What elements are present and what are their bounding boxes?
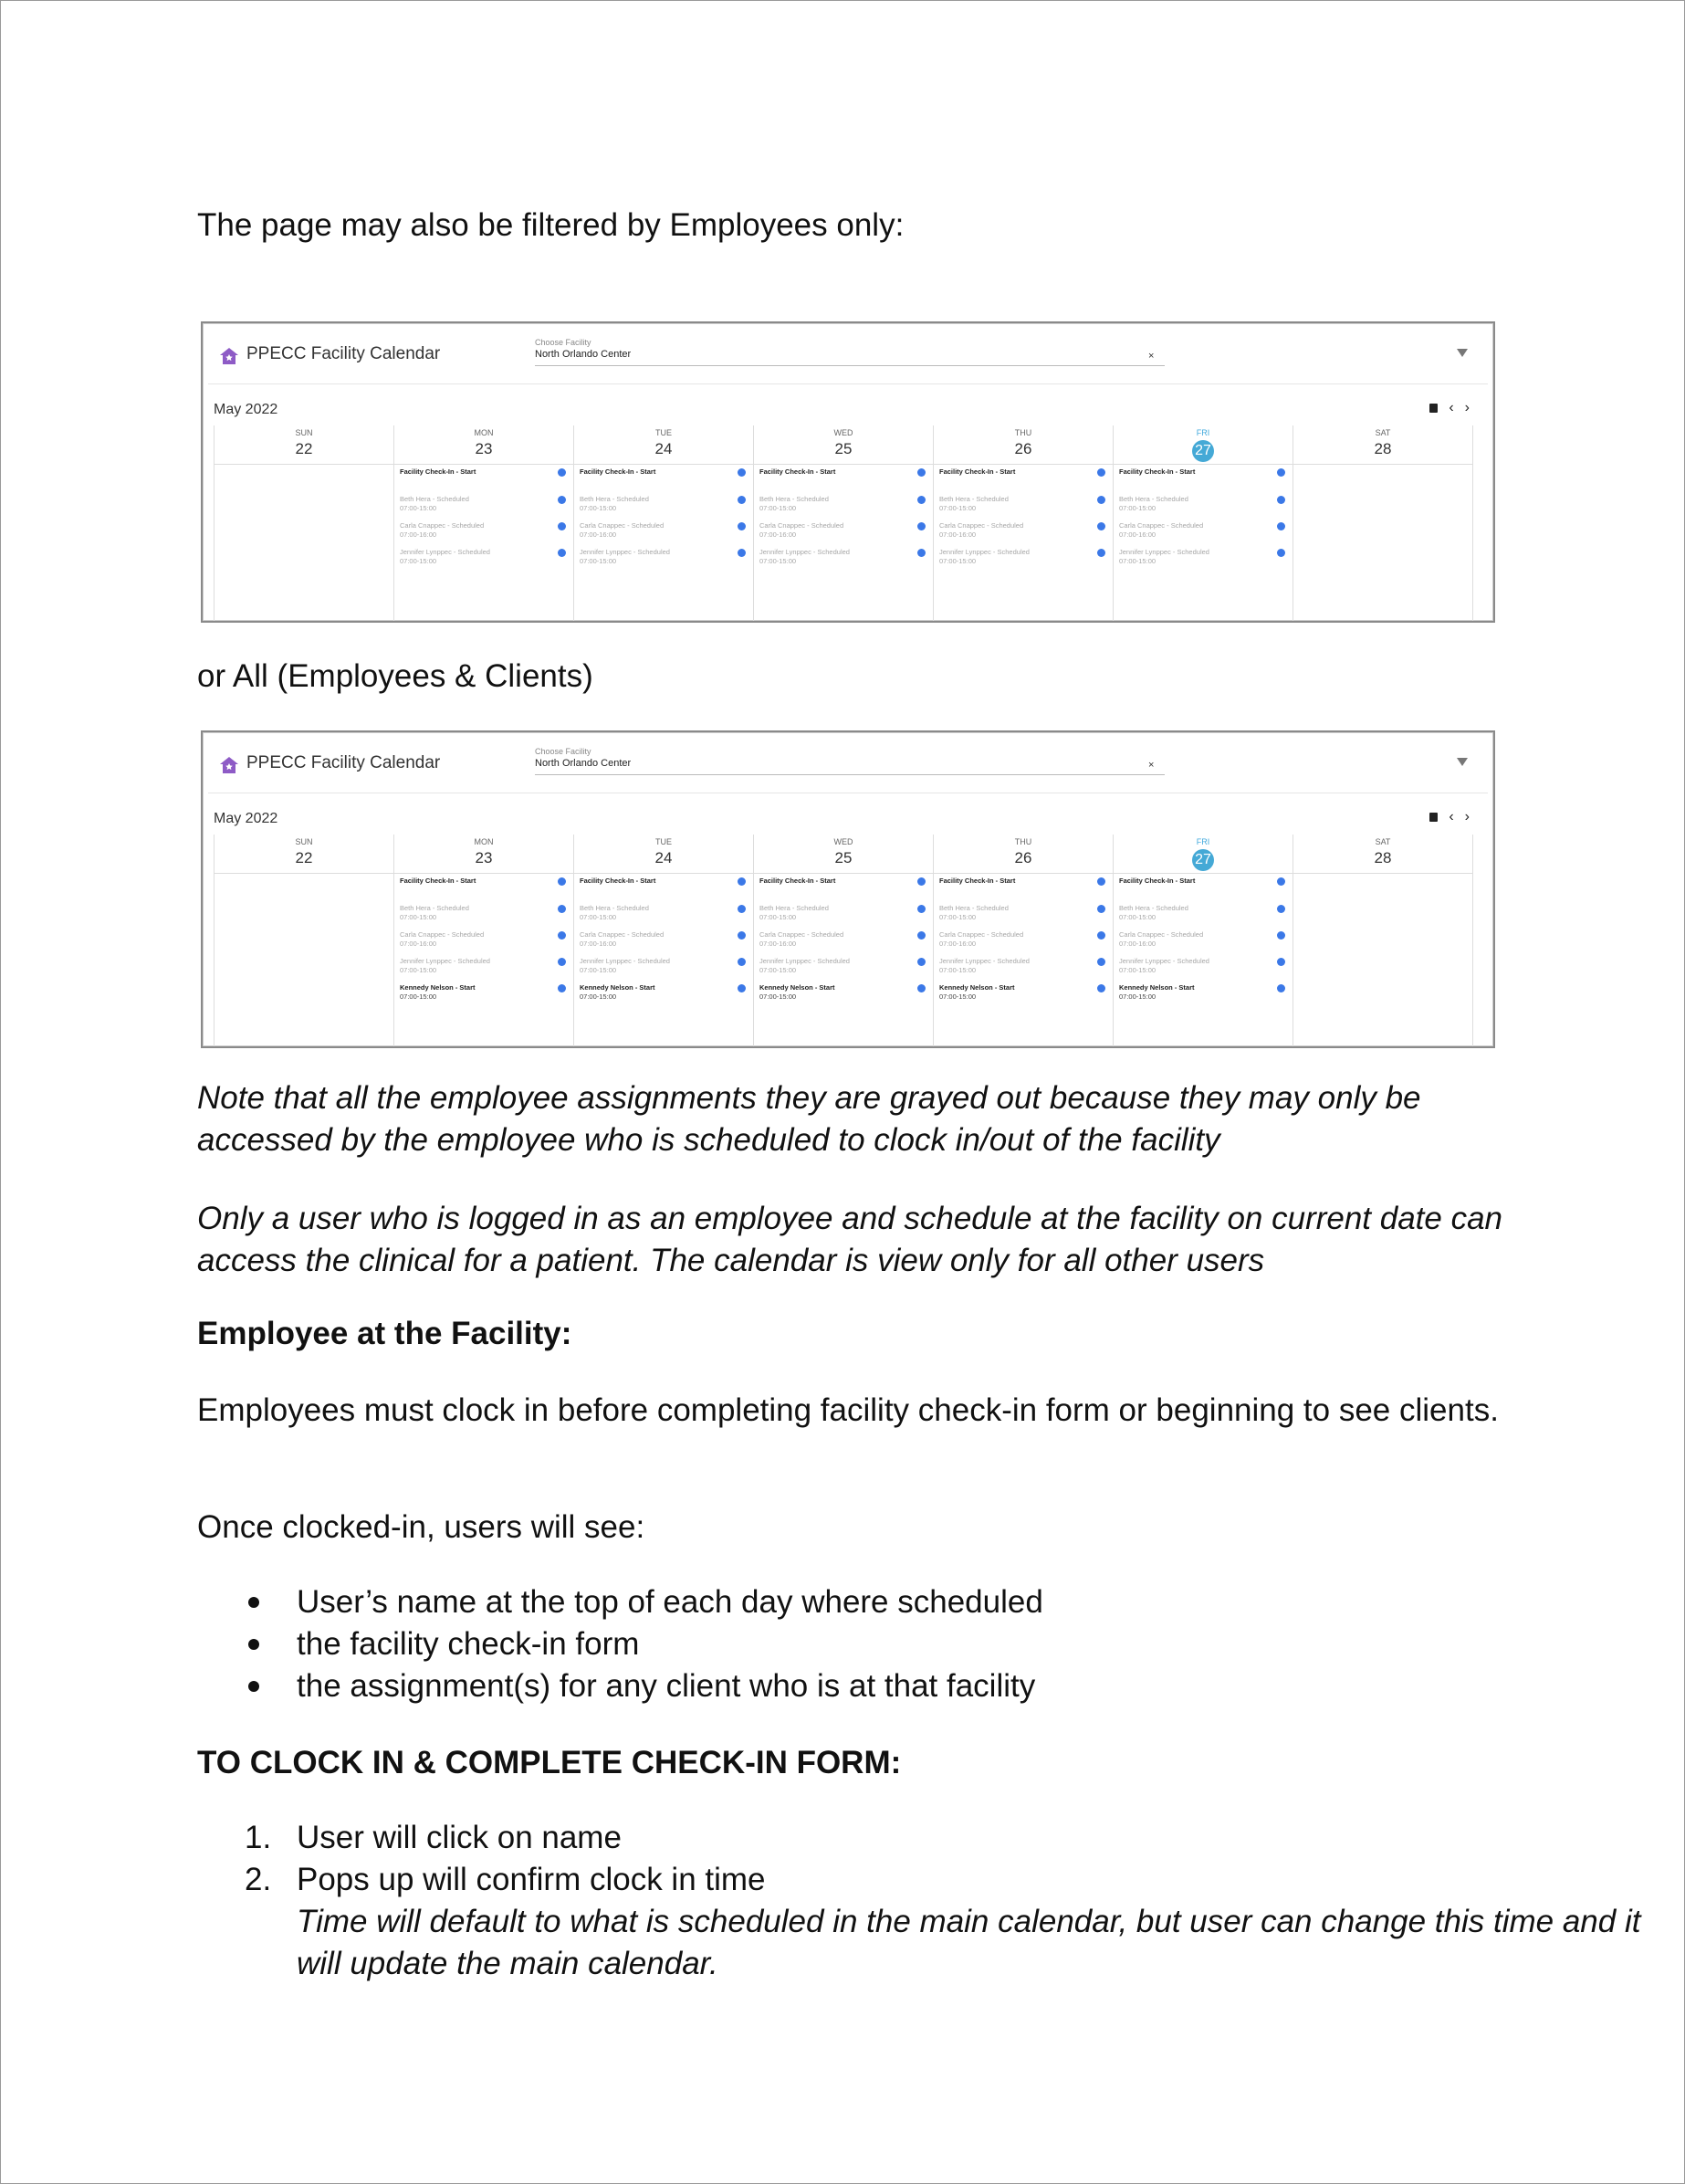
event-time: 07:00-16:00	[759, 940, 797, 948]
event-title: Kennedy Nelson - Start	[1119, 983, 1195, 992]
bullet-text: the assignment(s) for any client who is at that facility	[297, 1668, 1036, 1704]
event-time: 07:00-16:00	[939, 940, 977, 948]
calendar-event	[759, 930, 926, 949]
day-header	[215, 425, 393, 465]
event-title: Jennifer Lynppec - Scheduled	[759, 548, 850, 556]
day-number: 27	[1114, 849, 1293, 871]
event-title: Carla Cnappec - Scheduled	[400, 521, 485, 530]
step-number: 2.	[245, 1862, 272, 1897]
calendar-event	[759, 957, 926, 975]
or-all-text: or All (Employees & Clients)	[197, 658, 593, 694]
bullet-list	[197, 1581, 1043, 1707]
status-dot-icon	[738, 522, 746, 530]
event-time: 07:00-16:00	[1119, 530, 1156, 539]
calendar-header	[208, 329, 1488, 384]
status-dot-icon	[1277, 549, 1285, 557]
event-title: Facility Check-In - Start	[400, 877, 476, 885]
status-dot-icon	[1277, 931, 1285, 940]
step-item	[197, 1859, 1685, 1985]
event-time: 07:00-16:00	[580, 940, 617, 948]
status-dot-icon	[1097, 984, 1105, 992]
status-dot-icon	[917, 468, 926, 477]
calendar-event	[1119, 904, 1285, 922]
status-dot-icon	[1277, 984, 1285, 992]
week-grid	[214, 835, 1473, 1046]
event-title: Facility Check-In - Start	[580, 467, 656, 476]
event-title: Beth Hera - Scheduled	[580, 495, 649, 503]
facility-select[interactable]: North Orlando Center	[535, 349, 632, 360]
status-dot-icon	[1097, 877, 1105, 886]
day-name: SAT	[1375, 837, 1391, 846]
clear-icon[interactable]: ×	[1148, 351, 1155, 362]
calendar-screenshot-employees	[201, 321, 1495, 623]
event-time: 07:00-15:00	[580, 913, 617, 921]
event-title: Carla Cnappec - Scheduled	[580, 930, 665, 939]
calendar-event	[939, 521, 1105, 540]
status-dot-icon	[738, 958, 746, 966]
calendar-nav	[1418, 809, 1470, 825]
calendar-nav	[1418, 400, 1470, 416]
calendar-event	[580, 930, 746, 949]
calendar-event	[759, 495, 926, 513]
calendar-event-client[interactable]	[1119, 983, 1285, 1002]
event-title: Beth Hera - Scheduled	[1119, 495, 1188, 503]
intro-text: The page may also be filtered by Employees only:	[197, 207, 905, 243]
status-dot-icon	[738, 877, 746, 886]
event-title: Jennifer Lynppec - Scheduled	[580, 548, 670, 556]
day-number: 25	[834, 849, 853, 866]
event-title: Facility Check-In - Start	[939, 877, 1016, 885]
calendar-event	[580, 904, 746, 922]
steps-list	[197, 1817, 1685, 1985]
calendar-icon[interactable]	[1429, 404, 1438, 413]
status-dot-icon	[738, 468, 746, 477]
calendar-event[interactable]	[400, 877, 566, 886]
employees-must-text: Employees must clock in before completing facility check-in form or beginning to see clients.	[197, 1392, 1499, 1428]
event-title: Facility Check-In - Start	[1119, 467, 1196, 476]
day-header	[1114, 425, 1293, 465]
list-item	[197, 1665, 1043, 1707]
bullet-icon	[248, 1597, 259, 1608]
day-name: SAT	[1375, 428, 1391, 437]
event-title: Jennifer Lynppec - Scheduled	[400, 548, 490, 556]
day-column-tue	[573, 835, 753, 1046]
event-title: Beth Hera - Scheduled	[939, 495, 1009, 503]
bullet-text: User’s name at the top of each day where scheduled	[297, 1584, 1043, 1620]
event-title: Carla Cnappec - Scheduled	[400, 930, 485, 939]
week-grid	[214, 425, 1473, 621]
event-time: 07:00-15:00	[759, 966, 797, 974]
event-time: 07:00-15:00	[759, 992, 797, 1001]
calendar-app	[208, 738, 1488, 1046]
day-column-fri	[1113, 425, 1293, 621]
status-dot-icon	[558, 905, 566, 913]
facility-label: Choose Facility	[535, 338, 591, 347]
calendar-event	[580, 495, 746, 513]
day-column-sun	[214, 835, 393, 1046]
day-header	[934, 835, 1113, 874]
status-dot-icon	[917, 549, 926, 557]
status-dot-icon	[558, 468, 566, 477]
day-header	[754, 835, 933, 874]
event-time: 07:00-16:00	[939, 530, 977, 539]
day-column-wed	[753, 835, 933, 1046]
event-title: Facility Check-In - Start	[939, 467, 1016, 476]
status-dot-icon	[917, 958, 926, 966]
status-dot-icon	[1097, 522, 1105, 530]
day-number: 26	[1014, 849, 1032, 866]
day-number: 22	[295, 849, 313, 866]
event-title: Facility Check-In - Start	[580, 877, 656, 885]
status-dot-icon	[1277, 496, 1285, 504]
day-header	[215, 835, 393, 874]
status-dot-icon	[738, 931, 746, 940]
calendar-event	[759, 548, 926, 566]
status-dot-icon	[558, 958, 566, 966]
facility-underline	[535, 365, 1165, 366]
facility-underline	[535, 774, 1165, 775]
day-header	[394, 835, 573, 874]
event-time: 07:00-15:00	[939, 504, 977, 512]
day-column-thu	[933, 835, 1113, 1046]
day-column-mon	[393, 425, 573, 621]
event-time: 07:00-15:00	[939, 557, 977, 565]
calendar-header	[208, 738, 1488, 793]
heading-employee-at-facility: Employee at the Facility:	[197, 1316, 572, 1351]
status-dot-icon	[1277, 877, 1285, 886]
event-title: Beth Hera - Scheduled	[1119, 904, 1188, 912]
calendar-event	[939, 957, 1105, 975]
calendar-event	[580, 548, 746, 566]
step-item	[197, 1817, 1685, 1859]
day-name: FRI	[1196, 428, 1210, 437]
event-title: Jennifer Lynppec - Scheduled	[939, 548, 1030, 556]
day-column-sat	[1293, 835, 1473, 1046]
calendar-event[interactable]	[580, 877, 746, 886]
event-title: Carla Cnappec - Scheduled	[939, 521, 1024, 530]
heading-clock-in: TO CLOCK IN & COMPLETE CHECK-IN FORM:	[197, 1745, 902, 1780]
status-dot-icon	[1277, 958, 1285, 966]
calendar-event	[400, 521, 566, 540]
calendar-event	[580, 521, 746, 540]
next-button[interactable]: ›	[1464, 809, 1470, 824]
status-dot-icon	[738, 549, 746, 557]
calendar-event	[400, 548, 566, 566]
step-note: Time will default to what is scheduled in the main calendar, but user can change this time and it will update the main calendar.	[297, 1904, 1641, 1981]
status-dot-icon	[917, 931, 926, 940]
calendar-event	[400, 904, 566, 922]
filter-dropdown-icon[interactable]	[1457, 758, 1468, 766]
status-dot-icon	[917, 522, 926, 530]
calendar-event-client[interactable]	[939, 983, 1105, 1002]
step-text: User will click on name	[297, 1820, 622, 1855]
status-dot-icon	[917, 496, 926, 504]
status-dot-icon	[1097, 905, 1105, 913]
day-name: SUN	[295, 428, 313, 437]
status-dot-icon	[917, 877, 926, 886]
calendar-event	[759, 521, 926, 540]
event-time: 07:00-15:00	[580, 557, 617, 565]
calendar-event-client[interactable]	[400, 983, 566, 1002]
calendar-event	[939, 548, 1105, 566]
status-dot-icon	[1277, 522, 1285, 530]
prev-button[interactable]: ‹	[1449, 400, 1454, 415]
status-dot-icon	[1097, 549, 1105, 557]
calendar-event	[1119, 521, 1285, 540]
day-name: MON	[474, 837, 494, 846]
day-name: WED	[833, 837, 853, 846]
calendar-event[interactable]	[1119, 877, 1285, 886]
day-name: MON	[474, 428, 494, 437]
status-dot-icon	[1097, 958, 1105, 966]
calendar-event	[939, 904, 1105, 922]
event-title: Kennedy Nelson - Start	[580, 983, 655, 992]
status-dot-icon	[558, 931, 566, 940]
facility-select[interactable]: North Orlando Center	[535, 758, 632, 769]
day-name: WED	[833, 428, 853, 437]
day-header	[574, 835, 753, 874]
bullet-icon	[248, 1639, 259, 1650]
calendar-event-client[interactable]	[759, 983, 926, 1002]
status-dot-icon	[1277, 905, 1285, 913]
day-number: 27	[1114, 440, 1293, 462]
event-title: Carla Cnappec - Scheduled	[759, 521, 844, 530]
event-time: 07:00-15:00	[939, 992, 977, 1001]
calendar-event-client[interactable]	[580, 983, 746, 1002]
event-time: 07:00-15:00	[939, 966, 977, 974]
calendar-event	[400, 495, 566, 513]
event-title: Beth Hera - Scheduled	[759, 904, 829, 912]
event-title: Beth Hera - Scheduled	[580, 904, 649, 912]
event-time: 07:00-15:00	[1119, 913, 1156, 921]
event-time: 07:00-15:00	[400, 557, 437, 565]
day-name: TUE	[655, 428, 672, 437]
calendar-event[interactable]	[939, 467, 1105, 477]
event-time: 07:00-15:00	[1119, 504, 1156, 512]
event-time: 07:00-15:00	[759, 504, 797, 512]
event-title: Carla Cnappec - Scheduled	[1119, 930, 1204, 939]
next-button[interactable]: ›	[1464, 400, 1470, 415]
calendar-event[interactable]	[400, 467, 566, 477]
day-column-sun	[214, 425, 393, 621]
calendar-event	[400, 957, 566, 975]
event-title: Facility Check-In - Start	[759, 877, 836, 885]
day-column-wed	[753, 425, 933, 621]
status-dot-icon	[1097, 496, 1105, 504]
event-title: Jennifer Lynppec - Scheduled	[1119, 957, 1209, 965]
step-number: 1.	[245, 1820, 272, 1855]
day-column-fri	[1113, 835, 1293, 1046]
note-grayed-out: Note that all the employee assignments they are grayed out because they may only be accessed by the employee who is scheduled to clock in/out of the facility	[197, 1080, 1421, 1158]
calendar-event	[1119, 957, 1285, 975]
day-header	[754, 425, 933, 465]
day-column-tue	[573, 425, 753, 621]
calendar-event	[1119, 930, 1285, 949]
event-title: Carla Cnappec - Scheduled	[939, 930, 1024, 939]
event-title: Jennifer Lynppec - Scheduled	[759, 957, 850, 965]
event-time: 07:00-16:00	[400, 530, 437, 539]
status-dot-icon	[558, 984, 566, 992]
event-time: 07:00-15:00	[939, 913, 977, 921]
day-number: 23	[475, 440, 493, 457]
event-time: 07:00-16:00	[759, 530, 797, 539]
day-header	[1293, 425, 1472, 465]
event-time: 07:00-15:00	[400, 913, 437, 921]
status-dot-icon	[738, 496, 746, 504]
event-time: 07:00-15:00	[1119, 992, 1156, 1001]
day-number: 28	[1374, 849, 1392, 866]
day-number: 24	[654, 440, 673, 457]
event-time: 07:00-16:00	[1119, 940, 1156, 948]
day-header	[934, 425, 1113, 465]
status-dot-icon	[917, 905, 926, 913]
month-label: May 2022	[214, 811, 278, 826]
day-header	[1114, 835, 1293, 874]
status-dot-icon	[917, 984, 926, 992]
event-time: 07:00-15:00	[1119, 557, 1156, 565]
day-name: TUE	[655, 837, 672, 846]
event-time: 07:00-15:00	[759, 913, 797, 921]
calendar-event	[1119, 495, 1285, 513]
day-number: 23	[475, 849, 493, 866]
calendar-event[interactable]	[580, 467, 746, 477]
home-icon	[219, 347, 239, 365]
status-dot-icon	[558, 496, 566, 504]
list-item	[197, 1623, 1043, 1665]
event-title: Kennedy Nelson - Start	[759, 983, 835, 992]
step-text: Pops up will confirm clock in time	[297, 1862, 766, 1897]
status-dot-icon	[558, 522, 566, 530]
status-dot-icon	[1097, 468, 1105, 477]
day-number: 24	[654, 849, 673, 866]
clear-icon[interactable]: ×	[1148, 760, 1155, 771]
calendar-event	[400, 930, 566, 949]
calendar-event	[1119, 548, 1285, 566]
calendar-screenshot-all	[201, 730, 1495, 1048]
filter-dropdown-icon[interactable]	[1457, 349, 1468, 357]
event-time: 07:00-15:00	[759, 557, 797, 565]
event-time: 07:00-15:00	[580, 504, 617, 512]
app-title: PPECC Facility Calendar	[246, 344, 441, 363]
day-number: 28	[1374, 440, 1392, 457]
bullet-text: the facility check-in form	[297, 1626, 640, 1662]
day-name: SUN	[295, 837, 313, 846]
status-dot-icon	[558, 549, 566, 557]
event-title: Jennifer Lynppec - Scheduled	[580, 957, 670, 965]
note-view-only: Only a user who is logged in as an employee and schedule at the facility on current date can access the clinical for a patient. The calendar is view only for all other users	[197, 1201, 1503, 1278]
event-title: Carla Cnappec - Scheduled	[580, 521, 665, 530]
calendar-event[interactable]	[939, 877, 1105, 886]
day-column-thu	[933, 425, 1113, 621]
home-icon	[219, 756, 239, 774]
status-dot-icon	[738, 905, 746, 913]
event-time: 07:00-16:00	[400, 940, 437, 948]
day-header	[1293, 835, 1472, 874]
event-time: 07:00-15:00	[580, 992, 617, 1001]
calendar-event	[939, 930, 1105, 949]
event-title: Jennifer Lynppec - Scheduled	[939, 957, 1030, 965]
calendar-event	[759, 904, 926, 922]
event-time: 07:00-15:00	[1119, 966, 1156, 974]
event-title: Beth Hera - Scheduled	[400, 495, 469, 503]
event-title: Kennedy Nelson - Start	[400, 983, 476, 992]
day-number: 25	[834, 440, 853, 457]
event-title: Kennedy Nelson - Start	[939, 983, 1015, 992]
calendar-event[interactable]	[759, 467, 926, 477]
event-time: 07:00-15:00	[580, 966, 617, 974]
event-time: 07:00-15:00	[400, 966, 437, 974]
calendar-icon[interactable]	[1429, 813, 1438, 822]
day-number: 22	[295, 440, 313, 457]
event-time: 07:00-15:00	[400, 992, 437, 1001]
event-time: 07:00-15:00	[400, 504, 437, 512]
event-title: Facility Check-In - Start	[1119, 877, 1196, 885]
once-clocked-text: Once clocked-in, users will see:	[197, 1509, 645, 1545]
bullet-icon	[248, 1681, 259, 1692]
calendar-app	[208, 329, 1488, 621]
calendar-event	[939, 495, 1105, 513]
day-name: THU	[1014, 428, 1032, 437]
status-dot-icon	[1277, 468, 1285, 477]
event-title: Jennifer Lynppec - Scheduled	[400, 957, 490, 965]
event-title: Beth Hera - Scheduled	[939, 904, 1009, 912]
event-title: Beth Hera - Scheduled	[759, 495, 829, 503]
event-time: 07:00-16:00	[580, 530, 617, 539]
month-label: May 2022	[214, 402, 278, 417]
event-title: Jennifer Lynppec - Scheduled	[1119, 548, 1209, 556]
day-number: 26	[1014, 440, 1032, 457]
event-title: Facility Check-In - Start	[759, 467, 836, 476]
event-title: Facility Check-In - Start	[400, 467, 476, 476]
day-column-mon	[393, 835, 573, 1046]
day-header	[574, 425, 753, 465]
list-item	[197, 1581, 1043, 1623]
event-title: Beth Hera - Scheduled	[400, 904, 469, 912]
day-column-sat	[1293, 425, 1473, 621]
prev-button[interactable]: ‹	[1449, 809, 1454, 824]
status-dot-icon	[558, 877, 566, 886]
status-dot-icon	[1097, 931, 1105, 940]
calendar-event[interactable]	[1119, 467, 1285, 477]
day-name: THU	[1014, 837, 1032, 846]
status-dot-icon	[738, 984, 746, 992]
app-title: PPECC Facility Calendar	[246, 753, 441, 772]
event-title: Carla Cnappec - Scheduled	[759, 930, 844, 939]
event-title: Carla Cnappec - Scheduled	[1119, 521, 1204, 530]
facility-label: Choose Facility	[535, 747, 591, 756]
day-name: FRI	[1196, 837, 1210, 846]
calendar-event[interactable]	[759, 877, 926, 886]
day-header	[394, 425, 573, 465]
calendar-event	[580, 957, 746, 975]
